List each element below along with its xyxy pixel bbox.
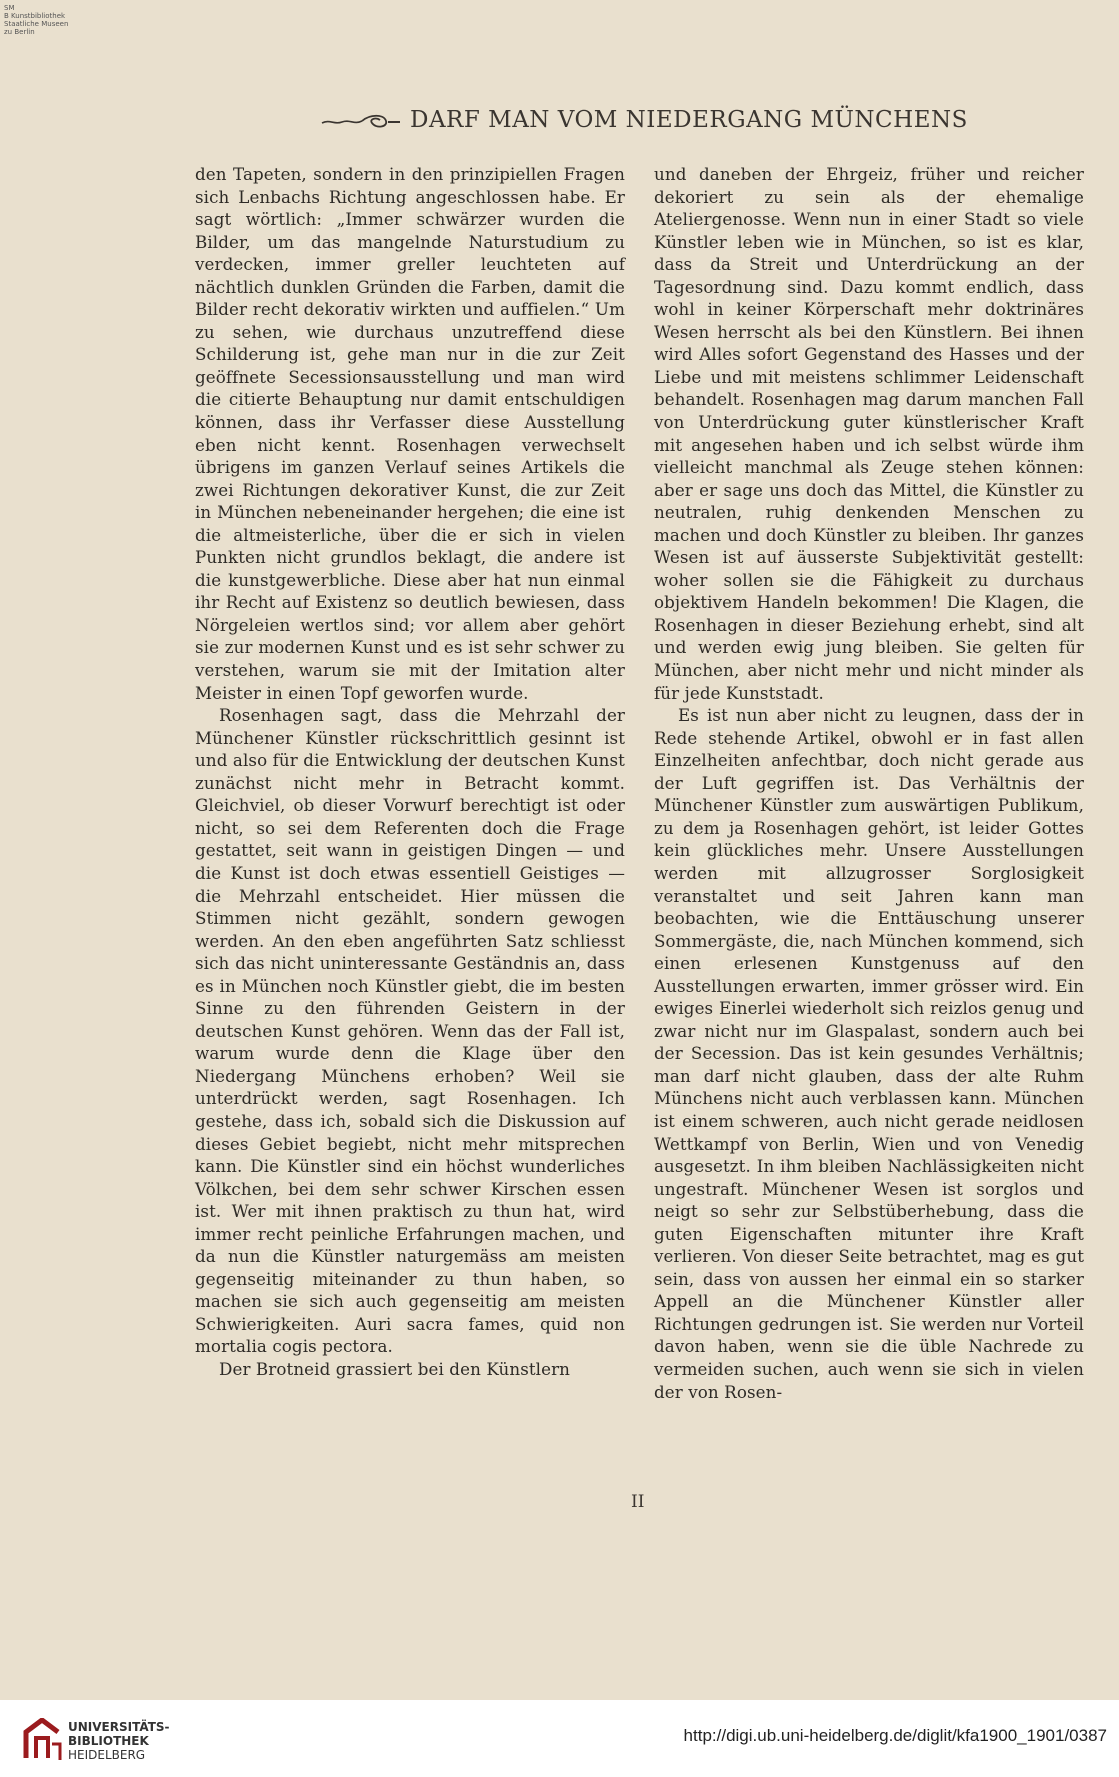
paragraph: den Tapeten, sondern in den prinzipiellen Fragen sich Lenbachs Richtung angeschlossen habe. Er sagt wörtlich: „Immer schwärzer wurden die Bilder, um das mangelnde Naturstudium zu verdecken, immer greller leuchteten auf nächtlich dunklen Gründen die Farben, damit die Bilder recht dekorativ wirkten und auffielen.“ Um zu sehen, wie durchaus unzutreffend diese Schilderung ist, gehe man nur in die zur Zeit geöffnete Secessionsausstellung und man wird die citierte Behauptung nur damit entschuldigen können, dass ihr Verfasser diese Ausstellung eben nicht kennt. Rosenhagen verwechselt übrigens im ganzen Verlauf seines Artikels die zwei Richtungen dekorativer Kunst, die zur Zeit in München nebeneinander hergehen; die eine ist die altmeisterliche, über die er sich in vielen Punkten nicht grundlos beklagt, die andere ist die kunstgewerbliche. Diese aber hat nun einmal ihr Recht auf Existenz so deutlich bewiesen, dass Nörgeleien wertlos sind; vor allem aber gehört sie zur modernen Kunst und es ist sehr schwer zu verstehen, warum sie mit der Imitation alter Meister in einen Topf geworfen wurde.: [195, 164, 625, 703]
paragraph: Der Brotneid grassiert bei den Künstlern: [219, 1358, 571, 1379]
paragraph: und daneben der Ehrgeiz, früher und reicher dekoriert zu sein als der ehemalige Ateliergenosse. Wenn nun in einer Stadt so viele Künstler leben wie in München, so ist es klar, dass da Streit und Unterdrückung an der Tagesordnung sind. Dazu kommt endlich, dass wohl in keiner Körperschaft mehr doktrinäres Wesen herrscht als bei den Künstlern. Bei ihnen wird Alles sofort Gegenstand des Hasses und der Liebe und mit meistens schlimmer Leidenschaft behandelt. Rosenhagen mag darum manchen Fall von Unterdrückung guter künstlerischer Kraft mit angesehen haben und ich selbst würde ihm vielleicht manchmal als Zeuge stehen können: aber er sage uns doch das Mittel, die Künstler zu neutralen, ruhig denkenden Menschen zu machen und doch Künstler zu bleiben. Ihr ganzes Wesen ist auf äusserste Subjektivität gestellt: woher sollen sie die Fähigkeit zu durchaus objektivem Handeln bekommen! Die Klagen, die Rosenhagen in dieser Beziehung erhebt, sind alt und werden ewig jung bleiben. Sie gelten für München, aber nicht mehr und nicht minder als für jede Kunststadt.: [654, 164, 1084, 703]
library-line: UNIVERSITÄTS-: [68, 1720, 170, 1734]
library-stamp: [4, 4, 68, 36]
ub-heidelberg-logo-icon[interactable]: [22, 1718, 62, 1762]
library-line: HEIDELBERG: [68, 1748, 146, 1762]
left-column: [195, 163, 625, 1381]
running-header: [320, 107, 968, 137]
right-column: [654, 163, 1084, 1403]
paragraph: Es ist nun aber nicht zu leugnen, dass der in Rede stehende Artikel, obwohl er in fast allen Einzelheiten anfechtbar, doch nicht gerade aus der Luft gegriffen ist. Das Verhältnis der Münchener Künstler zum auswärtigen Publikum, zu dem ja Rosenhagen gehört, ist leider Gottes kein glückliches mehr. Unsere Ausstellungen werden mit allzugrosser Sorglosigkeit veranstaltet und seit Jahren kann man beobachten, wie die Enttäuschung unserer Sommergäste, die, nach München kommend, sich einen erlesenen Kunstgenuss auf den Ausstellungen erwarten, immer grösser wird. Ein ewiges Einerlei wiederholt sich reizlos genug und zwar nicht nur im Glaspalast, sondern auch bei der Secession. Das ist kein gesundes Verhältnis; man darf nicht glauben, dass der alte Ruhm Münchens nicht auch verblassen kann. München ist einem schweren, auch nicht gerade neidlosen Wettkampf von Berlin, Wien und von Venedig ausgesetzt. In ihm bleiben Nachlässigkeiten nicht ungestraft. Münchener Wesen ist sorglos und neigt so sehr zur Selbstüberhebung, dass die guten Eigenschaften mitunter ihre Kraft verlieren. Von dieser Seite betrachtet, mag es gut sein, dass von aussen her einmal ein so starker Appell an die Münchener Künstler aller Richtungen gedrungen ist. Sie werden nur Vorteil davon haben, wenn sie die üble Nachrede zu vermeiden suchen, auch wenn sie sich in vielen der von Rosen-: [654, 705, 1084, 1402]
stamp-line: zu Berlin: [4, 28, 35, 36]
stamp-line: SM: [4, 4, 15, 12]
page-number: II: [631, 1492, 645, 1512]
ornament-icon: [320, 111, 402, 131]
stamp-line: Staatliche Museen: [4, 20, 69, 28]
page-title: DARF MAN VOM NIEDERGANG MÜNCHENS: [410, 107, 968, 133]
stamp-line: B Kunstbibliothek: [4, 12, 66, 20]
permalink-url[interactable]: http://digi.ub.uni-heidelberg.de/diglit/kfa1900_1901/0387: [683, 1726, 1107, 1745]
paragraph: Rosenhagen sagt, dass die Mehrzahl der Münchener Künstler rückschrittlich gesinnt ist und also für die Entwicklung der deutschen Kunst zunächst nicht mehr in Betracht kommt. Gleichviel, ob dieser Vorwurf berechtigt ist oder nicht, so sei dem Referenten doch die Frage gestattet, seit wann in geistigen Dingen — und die Kunst ist doch etwas essentiell Geistiges — die Mehrzahl entscheidet. Hier müssen die Stimmen nicht gezählt, sondern gewogen werden. An den eben angeführten Satz schliesst sich das nicht uninteressante Geständnis an, dass es in München noch Künstler giebt, die im besten Sinne zu den führenden Geistern in der deutschen Kunst gehören. Wenn das der Fall ist, warum wurde denn die Klage über den Niedergang Münchens erhoben? Weil sie unterdrückt werden, sagt Rosenhagen. Ich gestehe, dass ich, sobald sich die Diskussion auf dieses Gebiet begiebt, nicht mehr mitsprechen kann. Die Künstler sind ein höchst wunderliches Völkchen, bei dem sehr schwer Kirschen essen ist. Wer mit ihnen praktisch zu thun hat, wird immer recht peinliche Erfahrungen machen, und da nun die Künstler naturgemäss am meisten gegenseitig miteinander zu thun haben, so machen sie sich auch gegenseitig am meisten Schwierigkeiten. Auri sacra fames, quid non mortalia cogis pectora.: [195, 705, 625, 1357]
library-line: BIBLIOTHEK: [68, 1734, 149, 1748]
library-name: [68, 1720, 170, 1762]
digitization-footer: [0, 1700, 1119, 1777]
